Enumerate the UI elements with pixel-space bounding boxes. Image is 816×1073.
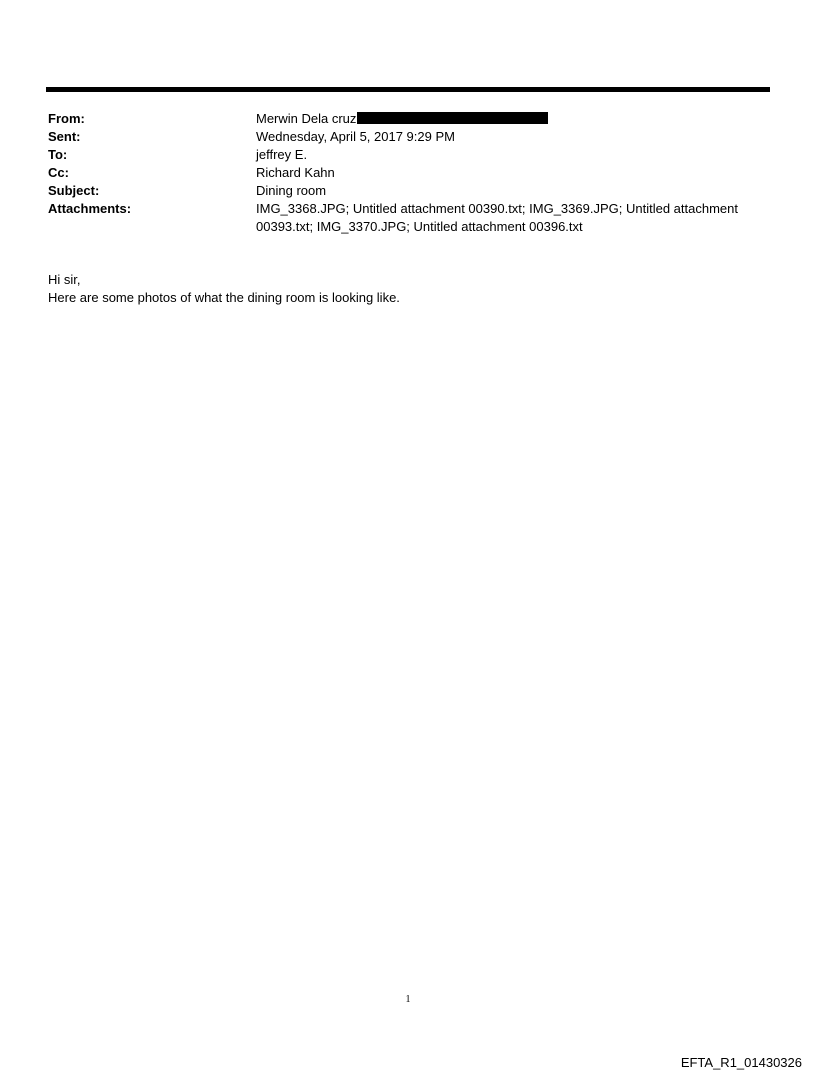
bates-number: EFTA_R1_01430326	[680, 1055, 802, 1070]
from-row	[48, 110, 768, 128]
sent-row	[48, 128, 768, 146]
email-body	[48, 271, 768, 307]
subject-label: Subject:	[48, 183, 100, 198]
cc-label: Cc:	[48, 165, 69, 180]
subject-value: Dining room	[256, 183, 327, 198]
attachments-value: IMG_3368.JPG; Untitled attachment 00390.txt; IMG_3369.JPG; Untitled attachment 00393.txt; IMG_3370.JPG; Untitled attachment 00396.txt	[256, 201, 738, 234]
from-label: From:	[48, 111, 85, 126]
cc-row	[48, 164, 768, 182]
redaction-block	[357, 112, 548, 124]
header-divider	[46, 87, 770, 92]
to-value: jeffrey E.	[256, 147, 308, 162]
cc-value: Richard Kahn	[256, 165, 335, 180]
email-header	[48, 110, 768, 236]
to-label: To:	[48, 147, 68, 162]
attachments-label: Attachments:	[48, 201, 132, 216]
from-name: Merwin Dela cruz	[256, 111, 357, 126]
subject-row	[48, 182, 768, 200]
attachments-row	[48, 200, 768, 236]
greeting-line: Hi sir,	[48, 272, 81, 287]
message-line: Here are some photos of what the dining room is looking like.	[48, 290, 400, 305]
from-value	[256, 110, 768, 128]
to-row	[48, 146, 768, 164]
page-number: 1	[405, 994, 411, 1005]
sent-label: Sent:	[48, 129, 81, 144]
sent-value: Wednesday, April 5, 2017 9:29 PM	[256, 129, 455, 144]
